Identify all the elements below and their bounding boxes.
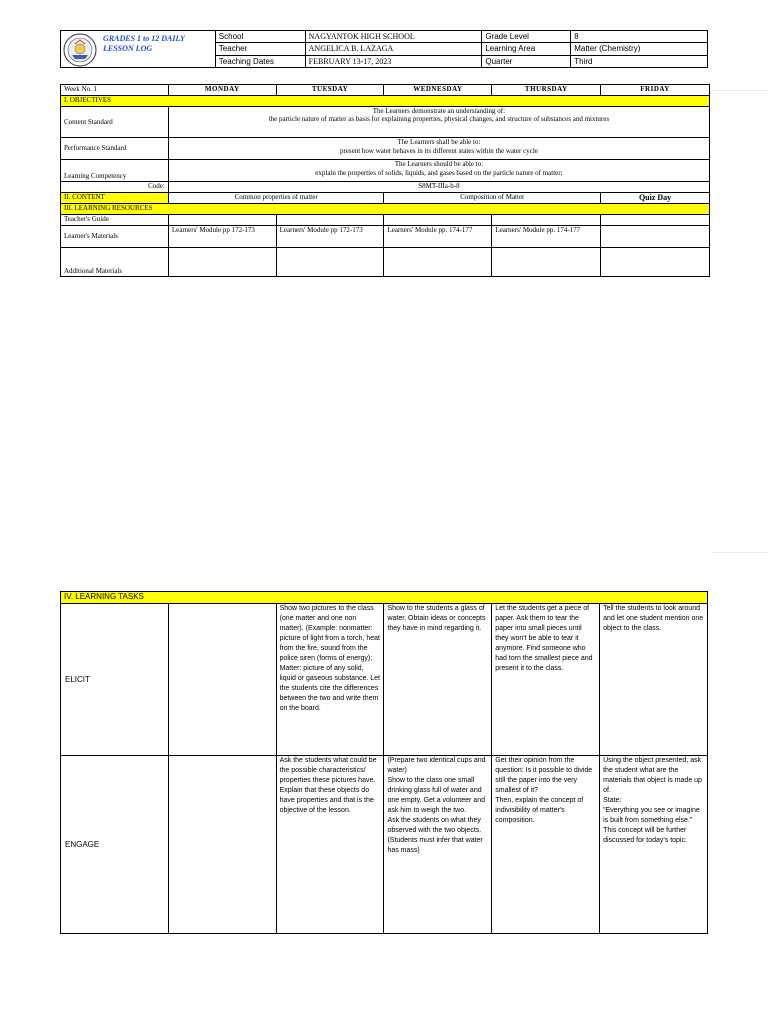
teachers-guide-mon: [168, 215, 276, 226]
engage-mon: [168, 756, 276, 934]
section-learning-tasks: IV. LEARNING TASKS: [61, 592, 708, 604]
learners-materials-label: Learner's Materials: [61, 226, 169, 248]
page-edge-line: [712, 90, 768, 91]
additional-materials-fri: [601, 248, 710, 277]
learners-materials-mon: Learners' Module pp 172-173: [168, 226, 276, 248]
deped-seal-icon: [63, 33, 97, 67]
engage-tue: Ask the students what could be the possible characteristics/ properties these pictures have. Explain that these objects do have properties and that is the objective of the lesson.: [276, 756, 384, 934]
elicit-tue: Show two pictures to the class (one matter and one non matter). (Example: nonmatter: picture of light from a torch, heat from the fire, sound from the police siren (forms of energy); Matter: picture of any solid, liquid or gaseous substance. Let the students cite the differences between the two and write them on the board.: [276, 604, 384, 756]
day-tuesday: TUESDAY: [276, 85, 384, 96]
section-objectives: I. OBJECTIVES: [61, 96, 710, 107]
teachers-guide-label: Teacher's Guide: [61, 215, 169, 226]
engage-fri: Using the object presented, ask the student what are the materials that object is made up of. State: "Everything you see or imagine is built from something else." This concept will be further discussed for today's topic.: [600, 756, 708, 934]
school-value: NAGYANTOK HIGH SCHOOL: [305, 31, 482, 43]
teachers-guide-wed: [384, 215, 492, 226]
content-standard-text: The Learners demonstrate an understanding of: the particle nature of matter as basis for explaining properties, physical changes, and structure of substances and mixtures: [168, 107, 709, 138]
engage-label: ENGAGE: [61, 756, 169, 934]
performance-standard-text: The Learners shall be able to: present how water behaves in its different states within the water cycle: [168, 138, 709, 160]
additional-materials-wed: [384, 248, 492, 277]
additional-materials-thu: [492, 248, 601, 277]
week-number: Week No. 1: [61, 85, 169, 96]
lesson-log-title: GRADES 1 to 12 DAILY LESSON LOG: [103, 34, 185, 53]
teachers-guide-thu: [492, 215, 601, 226]
learning-competency-text: The Learners should be able to: explain the properties of solids, liquids, and gases based on the particle nature of matter;: [168, 160, 709, 182]
learners-materials-wed: Learners' Module pp. 174-177: [384, 226, 492, 248]
dates-label: Teaching Dates: [215, 55, 305, 67]
day-thursday: THURSDAY: [492, 85, 601, 96]
day-wednesday: WEDNESDAY: [384, 85, 492, 96]
teachers-guide-tue: [276, 215, 384, 226]
objectives-table: [60, 84, 710, 277]
area-value: Matter (Chemistry): [571, 43, 708, 55]
day-monday: MONDAY: [168, 85, 276, 96]
elicit-wed: Show to the students a glass of water. Obtain ideas or concepts they have in mind regarding it.: [384, 604, 492, 756]
content-wed-thu: Composition of Matter: [384, 193, 601, 204]
logo-cell: [61, 31, 216, 68]
code-value: S8MT-IIIa-b-8: [168, 182, 709, 193]
learners-materials-thu: Learners' Module pp. 174-177: [492, 226, 601, 248]
teacher-value: ANGELICA B. LAZAGA: [305, 43, 482, 55]
school-label: School: [215, 31, 305, 43]
day-friday: FRIDAY: [601, 85, 710, 96]
section-content: II. CONTENT: [61, 193, 169, 204]
area-label: Learning Area: [482, 43, 571, 55]
elicit-mon: [168, 604, 276, 756]
content-standard-label: Content Standard: [61, 107, 169, 138]
grade-value: 8: [571, 31, 708, 43]
quarter-label: Quarter: [482, 55, 571, 67]
learning-competency-label: Learning Competency: [61, 160, 169, 182]
content-friday: Quiz Day: [601, 193, 710, 204]
engage-thu: Get their opinion from the question: Is it possible to divide still the paper into the very smallest of it? Then, explain the concept of indivisibility of matter's composition.: [492, 756, 600, 934]
additional-materials-mon: [168, 248, 276, 277]
quarter-value: Third: [571, 55, 708, 67]
grade-label: Grade Level: [482, 31, 571, 43]
teacher-label: Teacher: [215, 43, 305, 55]
learners-materials-tue: Learners' Module pp 172-173: [276, 226, 384, 248]
page-edge-line: [712, 552, 768, 553]
additional-materials-label: Additional Materials: [61, 248, 169, 277]
dates-value: FEBRUARY 13-17, 2023: [305, 55, 482, 67]
content-mon-tue: Common properties of matter: [168, 193, 384, 204]
engage-wed: (Prepare two identical cups and water) Show to the class one small drinking glass full of water and one empty. Get a volunteer and ask him to weigh the two. Ask the students on what they observed with the two objects. (Students must infer that water has mass): [384, 756, 492, 934]
performance-standard-label: Performance Standard: [61, 138, 169, 160]
elicit-label: ELICIT: [61, 604, 169, 756]
teachers-guide-fri: [601, 215, 710, 226]
learners-materials-fri: [601, 226, 710, 248]
additional-materials-tue: [276, 248, 384, 277]
learning-tasks-table: [60, 591, 708, 934]
section-learning-resources: III. LEARNING RESOURCES: [61, 204, 710, 215]
elicit-fri: Tell the students to look around and let one student mention one object to the class.: [600, 604, 708, 756]
header-table: [60, 30, 708, 68]
elicit-thu: Let the students get a piece of paper. Ask them to tear the paper into small pieces until they won't be able to tear it anymore. Find someone who had torn the smallest piece and present it to the class.: [492, 604, 600, 756]
code-label: Code:: [61, 182, 169, 193]
